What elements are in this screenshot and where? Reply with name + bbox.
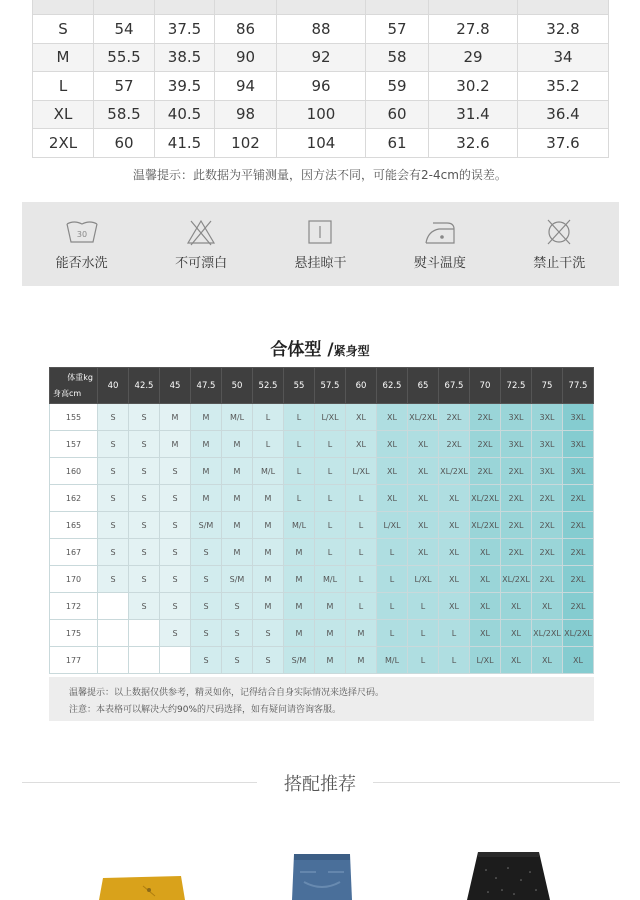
size-cell: M/L <box>222 404 253 431</box>
size-cell: S <box>191 566 222 593</box>
size-cell: S <box>191 620 222 647</box>
size-cell: M <box>191 458 222 485</box>
weight-header-cell: 57.5 <box>315 368 346 404</box>
size-cell: XL <box>377 431 408 458</box>
fit-chart-title <box>0 335 640 360</box>
size-cell: 3XL <box>563 458 594 485</box>
size-cell: L <box>253 431 284 458</box>
size-cell: XL <box>439 593 470 620</box>
fit-note-caution: 注意：本表格可以解决大约90%的尺码选择，如有疑问请咨询客服。 <box>69 705 342 715</box>
hang-dry-icon <box>303 218 337 246</box>
size-label-cell: M <box>33 43 94 72</box>
size-cell: S <box>98 566 129 593</box>
size-cell: L <box>315 539 346 566</box>
size-cell: S <box>98 431 129 458</box>
height-cell: 170 <box>50 566 98 593</box>
size-cell: XL/2XL <box>470 512 501 539</box>
size-cell: S <box>98 485 129 512</box>
measure-cell: 58 <box>366 43 429 72</box>
fit-size-grid <box>49 367 594 674</box>
size-cell: 3XL <box>532 404 563 431</box>
care-item-wash <box>32 218 132 271</box>
weight-header-cell: 45 <box>160 368 191 404</box>
size-cell: 2XL <box>563 485 594 512</box>
size-cell: L <box>377 539 408 566</box>
size-cell: XL/2XL <box>470 485 501 512</box>
height-cell: 167 <box>50 539 98 566</box>
size-label-cell: XL <box>33 100 94 129</box>
size-cell: 3XL <box>501 404 532 431</box>
fit-grid-row <box>50 566 594 593</box>
size-cell: L <box>346 539 377 566</box>
fit-grid-row <box>50 404 594 431</box>
fit-title-sub: 紧身型 <box>333 344 370 358</box>
size-cell <box>98 593 129 620</box>
care-label-bleach: 不可漂白 <box>175 255 228 271</box>
no-bleach-icon <box>184 218 218 246</box>
size-cell: XL <box>439 539 470 566</box>
size-table-row <box>33 43 609 72</box>
measure-cell: 60 <box>366 100 429 129</box>
fit-grid-row <box>50 512 594 539</box>
size-cell: XL <box>377 458 408 485</box>
size-cell: XL <box>408 485 439 512</box>
size-cell: L/XL <box>377 512 408 539</box>
size-cell: S <box>253 620 284 647</box>
no-dry-clean-icon <box>542 218 576 246</box>
size-cell: S <box>160 593 191 620</box>
size-cell: L <box>439 647 470 674</box>
size-cell: XL <box>377 404 408 431</box>
size-cell: M <box>315 593 346 620</box>
size-table-row <box>33 15 609 44</box>
measure-cell: 96 <box>277 72 366 101</box>
size-cell: M <box>160 431 191 458</box>
measure-cell: 34 <box>518 43 609 72</box>
measure-cell: 40.5 <box>155 100 215 129</box>
size-cell: 2XL <box>532 512 563 539</box>
size-cell: M <box>191 404 222 431</box>
corner-weight-label: 体重kg <box>67 373 93 382</box>
size-cell: S <box>160 539 191 566</box>
size-cell: 2XL <box>563 593 594 620</box>
size-cell: M <box>284 539 315 566</box>
wash-30-icon <box>65 218 99 246</box>
measure-cell: 27.8 <box>429 15 518 44</box>
measure-cell: 104 <box>277 129 366 158</box>
size-cell: L <box>408 593 439 620</box>
iron-icon <box>423 218 457 246</box>
care-label-iron: 熨斗温度 <box>413 255 466 271</box>
fit-grid-row <box>50 539 594 566</box>
size-measure-note: 温馨提示：此数据为平铺测量，因方法不同，可能会有2-4cm的误差。 <box>133 168 507 182</box>
size-cell: S <box>98 512 129 539</box>
size-cell: L <box>284 485 315 512</box>
size-cell: L <box>315 485 346 512</box>
care-item-dry <box>270 218 370 271</box>
size-cell: L <box>284 458 315 485</box>
size-cell: M/L <box>315 566 346 593</box>
weight-header-cell: 70 <box>470 368 501 404</box>
size-cell: XL <box>439 485 470 512</box>
weight-header-cell: 67.5 <box>439 368 470 404</box>
size-cell: M <box>222 431 253 458</box>
product-denim-skirt[interactable] <box>290 852 354 900</box>
measure-cell: 31.4 <box>429 100 518 129</box>
size-cell: S <box>191 647 222 674</box>
fit-grid-row <box>50 485 594 512</box>
size-cell: XL <box>346 404 377 431</box>
size-table-row <box>33 129 609 158</box>
size-cell: 2XL <box>501 539 532 566</box>
size-cell: XL <box>439 566 470 593</box>
measure-cell: 57 <box>366 15 429 44</box>
size-cell: M <box>284 620 315 647</box>
size-table-header-cell <box>366 0 429 15</box>
size-cell: S <box>129 512 160 539</box>
size-cell: 2XL <box>470 431 501 458</box>
height-cell: 160 <box>50 458 98 485</box>
height-cell: 155 <box>50 404 98 431</box>
weight-header-cell: 75 <box>532 368 563 404</box>
size-cell: XL <box>346 431 377 458</box>
size-cell: XL <box>377 485 408 512</box>
size-cell: S <box>222 647 253 674</box>
size-cell: L/XL <box>315 404 346 431</box>
size-cell: L <box>346 485 377 512</box>
size-cell: S <box>160 485 191 512</box>
size-cell: XL <box>408 431 439 458</box>
size-cell: S <box>98 539 129 566</box>
divider-right <box>373 782 620 783</box>
fit-grid-row <box>50 593 594 620</box>
size-cell: M/L <box>253 458 284 485</box>
weight-header-cell: 55 <box>284 368 315 404</box>
care-label-dryclean: 禁止干洗 <box>533 255 586 271</box>
size-cell: M <box>222 512 253 539</box>
size-cell: XL/2XL <box>501 566 532 593</box>
size-cell: L/XL <box>470 647 501 674</box>
size-cell: S <box>98 458 129 485</box>
care-label-wash: 能否水洗 <box>55 255 108 271</box>
measure-cell: 60 <box>94 129 155 158</box>
size-cell: M <box>191 431 222 458</box>
size-cell: XL/2XL <box>532 620 563 647</box>
size-cell: S <box>160 458 191 485</box>
measure-cell: 32.6 <box>429 129 518 158</box>
product-black-tulle-skirt[interactable] <box>466 850 551 900</box>
size-cell: XL <box>408 512 439 539</box>
size-cell: L <box>284 431 315 458</box>
size-cell: L <box>315 431 346 458</box>
size-cell <box>160 647 191 674</box>
care-item-dryclean <box>509 218 609 271</box>
care-label-dry: 悬挂晾干 <box>294 255 347 271</box>
size-cell: L <box>377 620 408 647</box>
size-cell: 2XL <box>470 458 501 485</box>
size-cell: 2XL <box>439 431 470 458</box>
size-table-header-cell <box>429 0 518 15</box>
size-table-row <box>33 100 609 129</box>
size-cell: M <box>346 620 377 647</box>
size-cell: M <box>253 593 284 620</box>
weight-header-cell: 60 <box>346 368 377 404</box>
size-cell: XL/2XL <box>408 404 439 431</box>
size-label-cell: S <box>33 15 94 44</box>
weight-header-cell: 50 <box>222 368 253 404</box>
measure-cell: 102 <box>215 129 277 158</box>
recommend-title: 搭配推荐 <box>284 774 356 795</box>
size-cell: S <box>191 593 222 620</box>
size-cell: XL <box>408 539 439 566</box>
measure-cell: 98 <box>215 100 277 129</box>
fit-title-main: 合体型 / <box>270 340 334 360</box>
weight-header-cell: 72.5 <box>501 368 532 404</box>
measure-cell: 54 <box>94 15 155 44</box>
measure-cell: 37.5 <box>155 15 215 44</box>
size-cell: M <box>222 458 253 485</box>
size-cell: M <box>284 593 315 620</box>
weight-header-cell: 52.5 <box>253 368 284 404</box>
size-cell: XL <box>470 539 501 566</box>
measure-cell: 92 <box>277 43 366 72</box>
measure-cell: 36.4 <box>518 100 609 129</box>
size-cell: M <box>253 539 284 566</box>
size-cell: S <box>222 620 253 647</box>
size-cell: S <box>129 593 160 620</box>
size-cell: M <box>253 485 284 512</box>
size-cell: L <box>377 593 408 620</box>
size-table-header-cell <box>155 0 215 15</box>
size-cell: M <box>253 566 284 593</box>
size-cell: S <box>191 539 222 566</box>
size-cell: L <box>346 512 377 539</box>
size-cell: 2XL <box>439 404 470 431</box>
size-cell: S <box>129 458 160 485</box>
size-cell: 2XL <box>470 404 501 431</box>
measure-cell: 100 <box>277 100 366 129</box>
size-cell: 2XL <box>532 485 563 512</box>
size-cell: L <box>315 458 346 485</box>
size-cell: L <box>284 404 315 431</box>
fit-grid-row <box>50 647 594 674</box>
size-cell: S/M <box>191 512 222 539</box>
weight-header-cell: 42.5 <box>129 368 160 404</box>
measure-cell: 37.6 <box>518 129 609 158</box>
size-cell: L <box>408 647 439 674</box>
size-cell: XL <box>563 647 594 674</box>
grid-corner <box>50 368 98 404</box>
size-table-header-cell <box>277 0 366 15</box>
size-table-header-cell <box>33 0 94 15</box>
size-table-header-cell <box>518 0 609 15</box>
measure-cell: 94 <box>215 72 277 101</box>
size-cell: S <box>129 431 160 458</box>
size-cell: M <box>315 647 346 674</box>
size-cell: S <box>129 404 160 431</box>
size-cell: 3XL <box>501 431 532 458</box>
product-mustard-skirt[interactable] <box>95 868 190 900</box>
measure-cell: 58.5 <box>94 100 155 129</box>
size-cell: M/L <box>377 647 408 674</box>
weight-header-cell: 62.5 <box>377 368 408 404</box>
size-cell: S <box>253 647 284 674</box>
size-cell: L <box>377 566 408 593</box>
size-cell: 2XL <box>501 512 532 539</box>
measure-cell: 88 <box>277 15 366 44</box>
size-label-cell: 2XL <box>33 129 94 158</box>
size-table-header-cell <box>94 0 155 15</box>
size-cell: M <box>191 485 222 512</box>
size-cell: M <box>222 539 253 566</box>
care-item-iron <box>390 218 490 271</box>
size-cell: XL <box>501 620 532 647</box>
size-cell: 2XL <box>532 566 563 593</box>
size-cell: 2XL <box>532 539 563 566</box>
size-cell: L <box>253 404 284 431</box>
size-cell: L <box>408 620 439 647</box>
measure-cell: 55.5 <box>94 43 155 72</box>
size-cell: L <box>439 620 470 647</box>
size-cell: XL <box>470 566 501 593</box>
height-cell: 162 <box>50 485 98 512</box>
size-cell: XL <box>470 620 501 647</box>
measure-cell: 57 <box>94 72 155 101</box>
measure-cell: 90 <box>215 43 277 72</box>
size-cell: XL <box>501 593 532 620</box>
size-cell: XL <box>408 458 439 485</box>
size-cell: S <box>160 566 191 593</box>
size-cell: XL <box>439 512 470 539</box>
size-cell: S/M <box>284 647 315 674</box>
weight-header-cell: 47.5 <box>191 368 222 404</box>
size-cell <box>98 620 129 647</box>
size-cell: M <box>284 566 315 593</box>
measure-cell: 61 <box>366 129 429 158</box>
size-cell: XL <box>532 593 563 620</box>
wash-temp-text: 30 <box>76 229 87 239</box>
size-cell: M <box>346 647 377 674</box>
size-cell: 2XL <box>563 512 594 539</box>
corner-height-label: 身高cm <box>53 389 82 398</box>
size-table-header-cell <box>215 0 277 15</box>
size-cell: S <box>222 593 253 620</box>
fit-grid-row <box>50 431 594 458</box>
size-table <box>32 0 609 158</box>
size-cell: XL <box>470 593 501 620</box>
fit-grid-row <box>50 620 594 647</box>
size-cell: S <box>160 512 191 539</box>
fit-chart-note <box>49 677 594 721</box>
size-cell: L/XL <box>346 458 377 485</box>
size-cell: 2XL <box>563 566 594 593</box>
care-instructions <box>22 202 619 286</box>
fit-grid-row <box>50 458 594 485</box>
size-cell: 2XL <box>563 539 594 566</box>
measure-cell: 38.5 <box>155 43 215 72</box>
height-cell: 157 <box>50 431 98 458</box>
size-cell: XL <box>501 647 532 674</box>
measure-cell: 59 <box>366 72 429 101</box>
size-cell: XL <box>532 647 563 674</box>
size-cell: 3XL <box>532 431 563 458</box>
measure-cell: 29 <box>429 43 518 72</box>
fit-note-tip: 温馨提示：以上数据仅供参考，精灵如你，记得结合自身实际情况来选择尺码。 <box>69 688 385 698</box>
size-cell: 2XL <box>501 485 532 512</box>
care-item-bleach <box>151 218 251 271</box>
size-table-row <box>33 72 609 101</box>
size-cell: 3XL <box>563 404 594 431</box>
measure-cell: 41.5 <box>155 129 215 158</box>
size-cell: L/XL <box>408 566 439 593</box>
height-cell: 172 <box>50 593 98 620</box>
measure-cell: 86 <box>215 15 277 44</box>
weight-header-cell: 40 <box>98 368 129 404</box>
size-cell <box>98 647 129 674</box>
size-cell: M <box>222 485 253 512</box>
measure-cell: 30.2 <box>429 72 518 101</box>
weight-header-cell: 77.5 <box>563 368 594 404</box>
size-cell: 2XL <box>501 458 532 485</box>
size-cell: M <box>315 620 346 647</box>
size-cell: S <box>160 620 191 647</box>
size-cell: XL/2XL <box>439 458 470 485</box>
size-cell: L <box>346 593 377 620</box>
size-cell: S <box>129 566 160 593</box>
size-cell: L <box>346 566 377 593</box>
size-cell: S <box>129 539 160 566</box>
size-cell: XL/2XL <box>563 620 594 647</box>
weight-header-cell: 65 <box>408 368 439 404</box>
measure-cell: 35.2 <box>518 72 609 101</box>
size-cell: L <box>315 512 346 539</box>
height-cell: 177 <box>50 647 98 674</box>
size-cell <box>129 647 160 674</box>
measure-cell: 39.5 <box>155 72 215 101</box>
size-cell: 3XL <box>532 458 563 485</box>
size-cell: S <box>98 404 129 431</box>
height-cell: 175 <box>50 620 98 647</box>
size-table-header-row <box>33 0 609 15</box>
size-label-cell: L <box>33 72 94 101</box>
measure-cell: 32.8 <box>518 15 609 44</box>
size-cell: M <box>253 512 284 539</box>
size-cell: 3XL <box>563 431 594 458</box>
height-cell: 165 <box>50 512 98 539</box>
size-cell: S <box>129 485 160 512</box>
size-cell <box>129 620 160 647</box>
size-cell: S/M <box>222 566 253 593</box>
size-cell: M/L <box>284 512 315 539</box>
size-cell: M <box>160 404 191 431</box>
